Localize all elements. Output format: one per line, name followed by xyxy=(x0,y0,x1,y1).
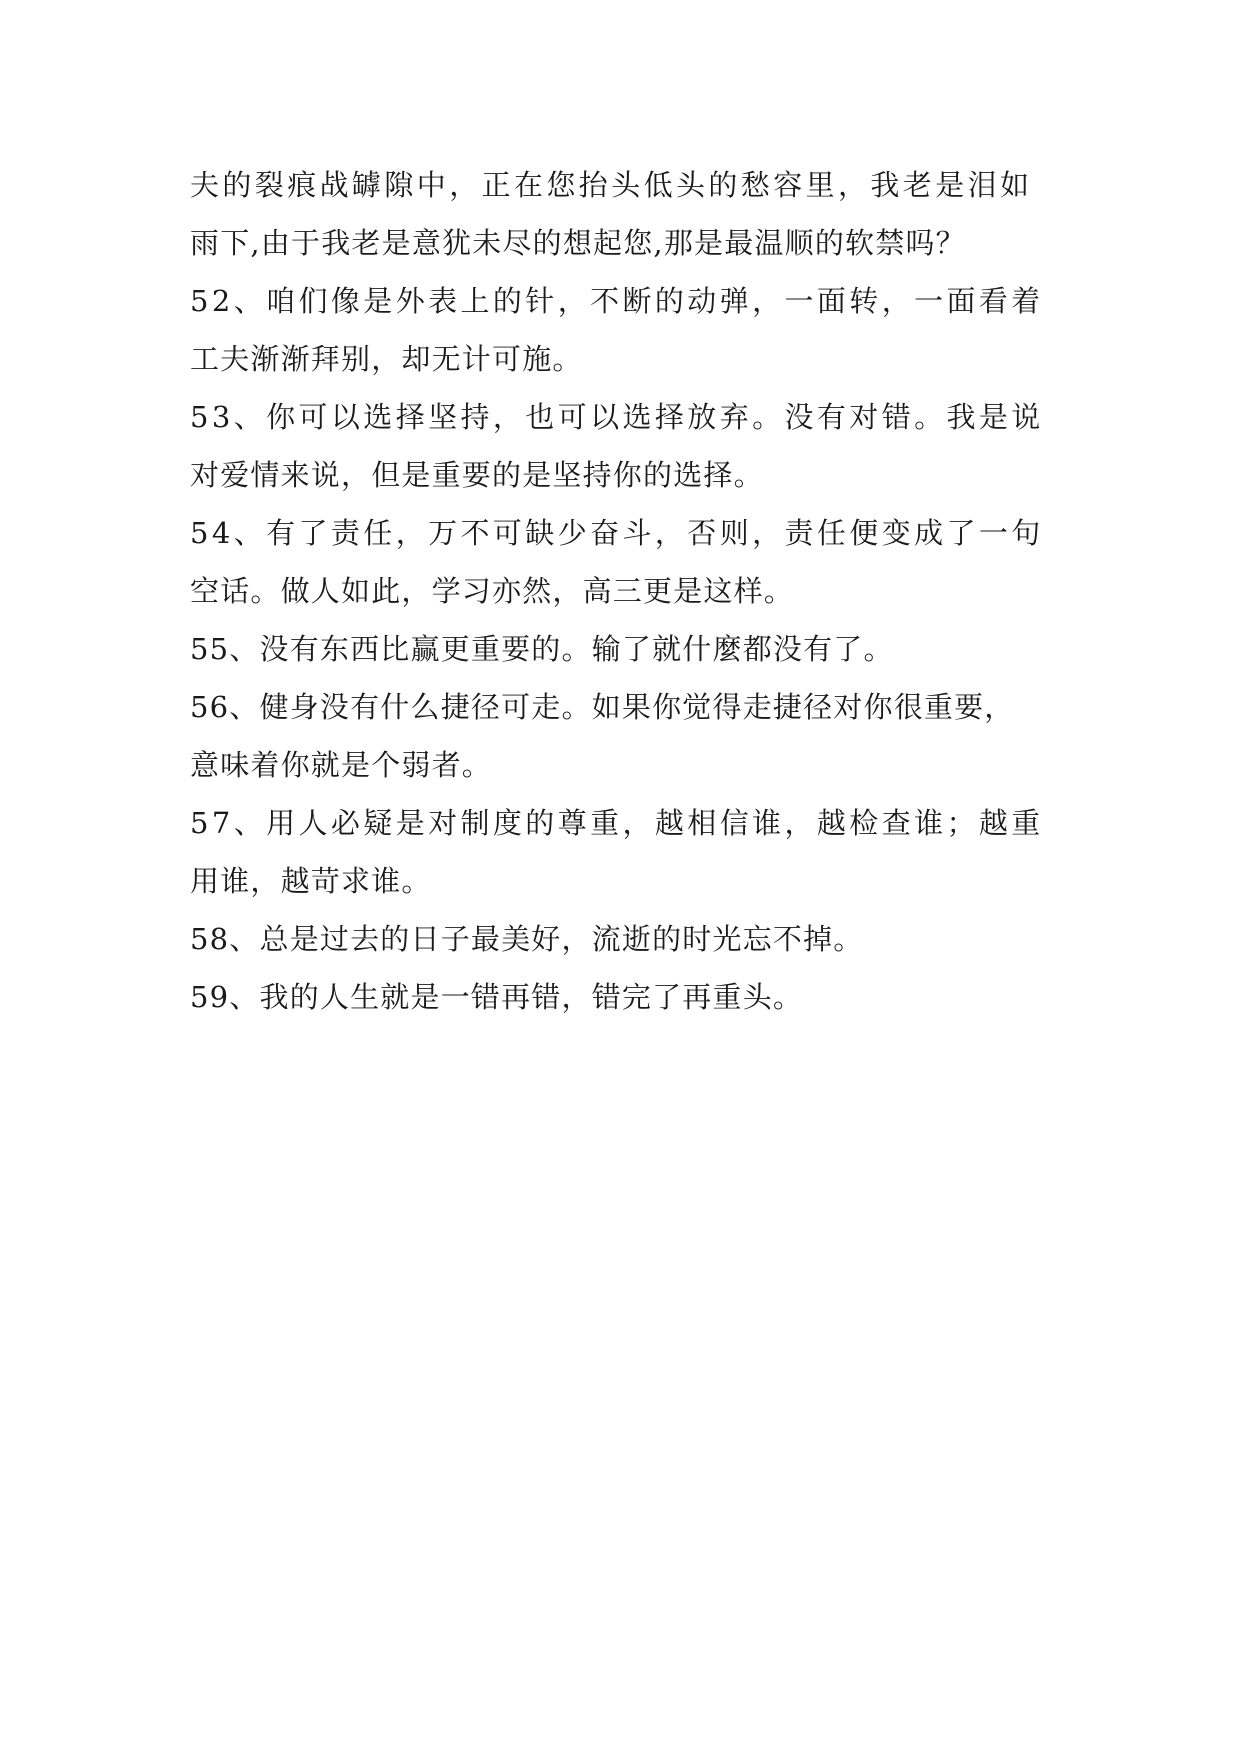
text-line: 56、健身没有什么捷径可走。如果你觉得走捷径对你很重要， xyxy=(190,690,1015,724)
text-line: 58、总是过去的日子最美好，流逝的时光忘不掉。 xyxy=(190,922,864,956)
text-line: 对爱情来说，但是重要的是坚持你的选择。 xyxy=(190,458,764,492)
text-line: 意味着你就是个弱者。 xyxy=(190,748,493,782)
text-line: 59、我的人生就是一错再错，错完了再重头。 xyxy=(190,980,804,1014)
text-line: 54、有了责任，万不可缺少奋斗，否则，责任便变成了一句 xyxy=(190,516,1044,550)
text-line: 夫的裂痕战罅隙中，正在您抬头低头的愁容里，我老是泪如 xyxy=(190,168,1033,202)
document-body xyxy=(190,156,1070,1026)
text-line: 53、你可以选择坚持，也可以选择放弃。没有对错。我是说 xyxy=(190,400,1044,434)
text-line: 用谁，越苛求谁。 xyxy=(190,864,432,898)
text-line: 52、咱们像是外表上的针，不断的动弹，一面转，一面看着 xyxy=(190,284,1044,318)
text-line: 57、用人必疑是对制度的尊重，越相信谁，越检查谁；越重 xyxy=(190,806,1044,840)
text-line: 空话。做人如此，学习亦然，高三更是这样。 xyxy=(190,574,795,608)
text-line: 工夫渐渐拜别，却无计可施。 xyxy=(190,342,583,376)
text-line: 55、没有东西比赢更重要的。输了就什麼都没有了。 xyxy=(190,632,894,666)
text-line: 雨下,由于我老是意犹未尽的想起您,那是最温顺的软禁吗？ xyxy=(190,226,966,260)
